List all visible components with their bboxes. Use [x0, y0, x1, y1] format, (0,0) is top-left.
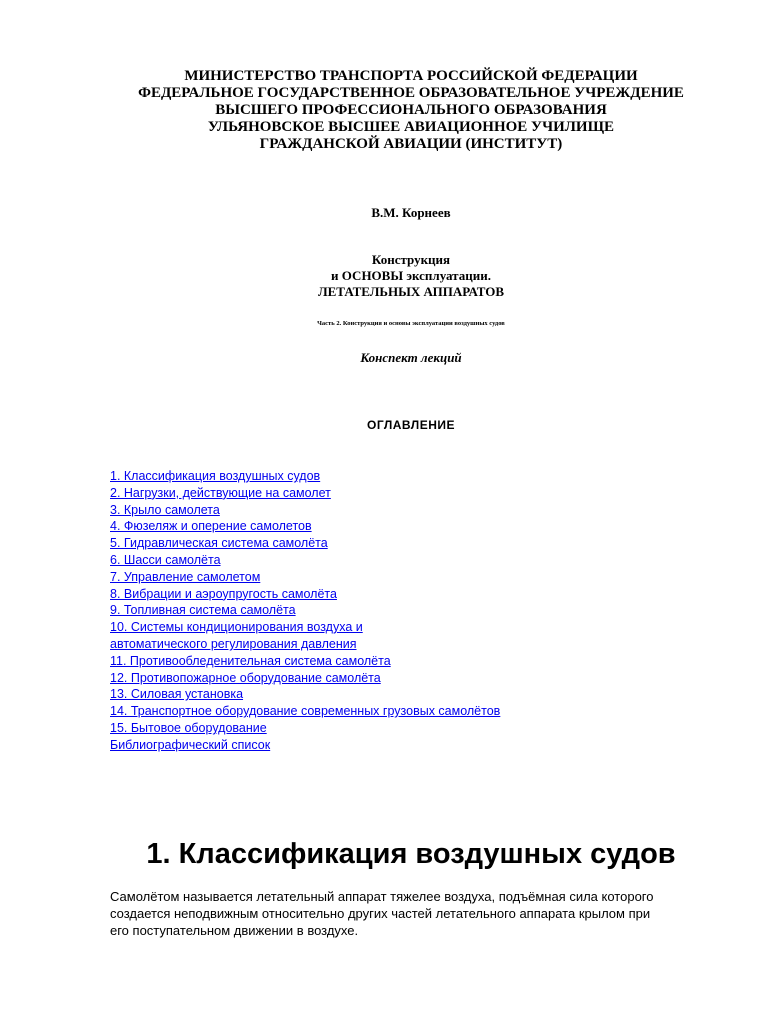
toc-link-fire-protection[interactable]: 12. Противопожарное оборудование самолёта	[110, 670, 381, 685]
header-line-school: УЛЬЯНОВСКОЕ ВЫСШЕЕ АВИАЦИОННОЕ УЧИЛИЩЕ	[207, 119, 615, 135]
toc-link-fuel-system[interactable]: 9. Топливная система самолёта	[110, 603, 296, 618]
section-heading: 1. Классификация воздушных судов	[146, 838, 676, 870]
toc-link-powerplant[interactable]: 13. Силовая установка	[110, 687, 244, 702]
header-line-aviation: ГРАЖДАНСКОЙ АВИАЦИИ (ИНСТИТУТ)	[259, 136, 563, 152]
paragraph-line-3: его поступательном движении в воздухе.	[110, 923, 359, 938]
paragraph-line-2: создается неподвижным относительно других частей летательного аппарата крылом при	[110, 906, 651, 921]
toc-link-cargo-equipment[interactable]: 14. Транспортное оборудование современных грузовых самолётов	[110, 704, 501, 719]
section-paragraph	[110, 888, 730, 939]
toc-link-loads[interactable]: 2. Нагрузки, действующие на самолет	[110, 485, 331, 500]
toc-link-flight-control[interactable]: 7. Управление самолетом	[110, 569, 261, 584]
lecture-notes-label: Конспект лекций	[360, 350, 462, 365]
toc-link-hydraulics[interactable]: 5. Гидравлическая система самолёта	[110, 536, 328, 551]
document-subtitle: Часть 2. Конструкция и основы эксплуатации воздушных судов	[317, 320, 505, 327]
toc-heading: ОГЛАВЛЕНИЕ	[366, 418, 455, 432]
toc-link-vibration[interactable]: 8. Вибрации и аэроупругость самолёта	[110, 586, 337, 601]
toc-link-pressure-regulation[interactable]: автоматического регулирования давления	[110, 636, 357, 651]
table-of-contents	[110, 468, 630, 754]
title-line-1: Конструкция	[371, 252, 451, 267]
toc-link-wing[interactable]: 3. Крыло самолета	[110, 502, 220, 517]
toc-link-air-conditioning[interactable]: 10. Системы кондиционирования воздуха и	[110, 620, 363, 635]
institution-header	[0, 68, 768, 153]
toc-link-household-equipment[interactable]: 15. Бытовое оборудование	[110, 720, 267, 735]
paragraph-line-1: Самолётом называется летательный аппарат тяжелее воздуха, подъёмная сила которого	[110, 889, 654, 904]
toc-link-landing-gear[interactable]: 6. Шасси самолёта	[110, 552, 221, 567]
document-title	[0, 252, 768, 300]
toc-link-classification[interactable]: 1. Классификация воздушных судов	[110, 469, 321, 483]
toc-link-anti-icing[interactable]: 11. Противообледенительная система самолёта	[110, 653, 391, 668]
header-line-education: ВЫСШЕГО ПРОФЕССИОНАЛЬНОГО ОБРАЗОВАНИЯ	[215, 102, 607, 118]
header-line-federal: ФЕДЕРАЛЬНОЕ ГОСУДАРСТВЕННОЕ ОБРАЗОВАТЕЛЬНОЕ УЧРЕЖДЕНИЕ	[138, 85, 684, 101]
header-line-ministry: МИНИСТЕРСТВО ТРАНСПОРТА РОССИЙСКОЙ ФЕДЕРАЦИИ	[184, 68, 638, 84]
title-line-3: ЛЕТАТЕЛЬНЫХ АППАРАТОВ	[317, 284, 505, 299]
author-name: В.М. Корнеев	[371, 205, 451, 220]
title-line-2: и ОСНОВЫ эксплуатации.	[331, 268, 491, 283]
toc-link-fuselage[interactable]: 4. Фюзеляж и оперение самолетов	[110, 519, 312, 534]
toc-link-bibliography[interactable]: Библиографический список	[110, 737, 271, 752]
